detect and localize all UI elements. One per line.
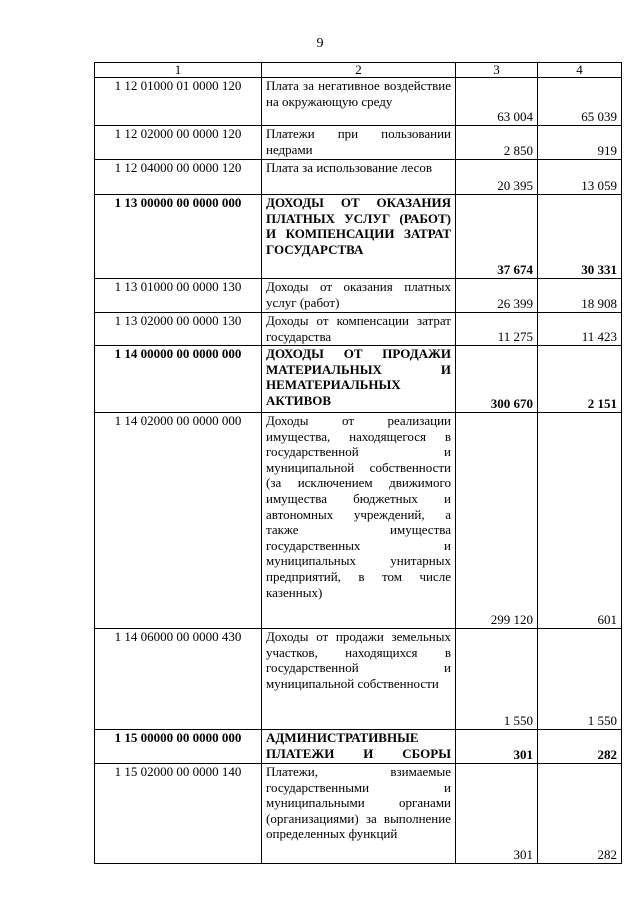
row-value-col3: 1 550 — [456, 629, 538, 730]
row-code: 1 15 02000 00 0000 140 — [95, 764, 262, 864]
row-code: 1 12 02000 00 0000 120 — [95, 126, 262, 160]
row-code: 1 12 04000 00 0000 120 — [95, 160, 262, 195]
row-value-col4: 919 — [538, 126, 622, 160]
table-row — [95, 313, 622, 346]
row-code: 1 13 02000 00 0000 130 — [95, 313, 262, 346]
table-row — [95, 78, 622, 126]
row-value-col3: 11 275 — [456, 313, 538, 346]
row-value-col3: 2 850 — [456, 126, 538, 160]
row-value-col4: 18 908 — [538, 279, 622, 313]
row-value-col4: 2 151 — [538, 346, 622, 413]
row-value-col4: 282 — [538, 764, 622, 864]
row-value-col4: 11 423 — [538, 313, 622, 346]
row-code: 1 13 01000 00 0000 130 — [95, 279, 262, 313]
page-number: 9 — [316, 36, 324, 51]
row-value-col3: 300 670 — [456, 346, 538, 413]
row-value-col3: 26 399 — [456, 279, 538, 313]
row-value-col4: 13 059 — [538, 160, 622, 195]
row-code: 1 14 06000 00 0000 430 — [95, 629, 262, 730]
table-row — [95, 160, 622, 195]
row-name: Платежи, взимаемые государственными и муниципальными органами (организациями) за выполнение определенных функций — [262, 764, 456, 864]
row-value-col3: 301 — [456, 764, 538, 864]
table-row-section — [95, 195, 622, 279]
row-value-col3: 37 674 — [456, 195, 538, 279]
row-code: 1 12 01000 01 0000 120 — [95, 78, 262, 126]
table-row — [95, 629, 622, 730]
table-row — [95, 764, 622, 864]
column-header: 4 — [538, 63, 622, 78]
row-code: 1 14 00000 00 0000 000 — [95, 346, 262, 413]
row-value-col4: 601 — [538, 413, 622, 629]
table-row-section — [95, 730, 622, 764]
row-name: ДОХОДЫ ОТ ОКАЗАНИЯ ПЛАТНЫХ УСЛУГ (РАБОТ) И КОМПЕНСАЦИИ ЗАТРАТ ГОСУДАРСТВА — [262, 195, 456, 279]
row-name: Плата за использование лесов — [262, 160, 456, 195]
row-value-col3: 301 — [456, 730, 538, 764]
row-value-col3: 299 120 — [456, 413, 538, 629]
row-name: АДМИНИСТРАТИВНЫЕ ПЛАТЕЖИ И СБОРЫ — [262, 730, 456, 764]
row-value-col4: 1 550 — [538, 629, 622, 730]
revenue-table — [94, 62, 622, 864]
table-row — [95, 279, 622, 313]
row-name: Доходы от реализации имущества, находящегося в государственной и муниципальной собственности (за исключением движимого имущества бюджетных и автономных учреждений, а также имущества государственных и муниципальных унитарных предприятий, в том числе казенных) — [262, 413, 456, 629]
row-name: Доходы от оказания платных услуг (работ) — [262, 279, 456, 313]
row-value-col4: 65 039 — [538, 78, 622, 126]
table-row — [95, 126, 622, 160]
row-code: 1 14 02000 00 0000 000 — [95, 413, 262, 629]
row-name: Доходы от компенсации затрат государства — [262, 313, 456, 346]
row-name: ДОХОДЫ ОТ ПРОДАЖИ МАТЕРИАЛЬНЫХ И НЕМАТЕРИАЛЬНЫХ АКТИВОВ — [262, 346, 456, 413]
column-header: 2 — [262, 63, 456, 78]
row-name: Платежи при пользовании недрами — [262, 126, 456, 160]
table-row — [95, 413, 622, 629]
row-value-col3: 63 004 — [456, 78, 538, 126]
row-value-col4: 282 — [538, 730, 622, 764]
row-code: 1 15 00000 00 0000 000 — [95, 730, 262, 764]
header-row — [95, 63, 622, 78]
row-value-col4: 30 331 — [538, 195, 622, 279]
table-row-section — [95, 346, 622, 413]
row-name: Плата за негативное воздействие на окружающую среду — [262, 78, 456, 126]
row-value-col3: 20 395 — [456, 160, 538, 195]
column-header: 1 — [95, 63, 262, 78]
row-code: 1 13 00000 00 0000 000 — [95, 195, 262, 279]
row-name: Доходы от продажи земельных участков, находящихся в государственной и муниципальной собственности — [262, 629, 456, 730]
column-header: 3 — [456, 63, 538, 78]
